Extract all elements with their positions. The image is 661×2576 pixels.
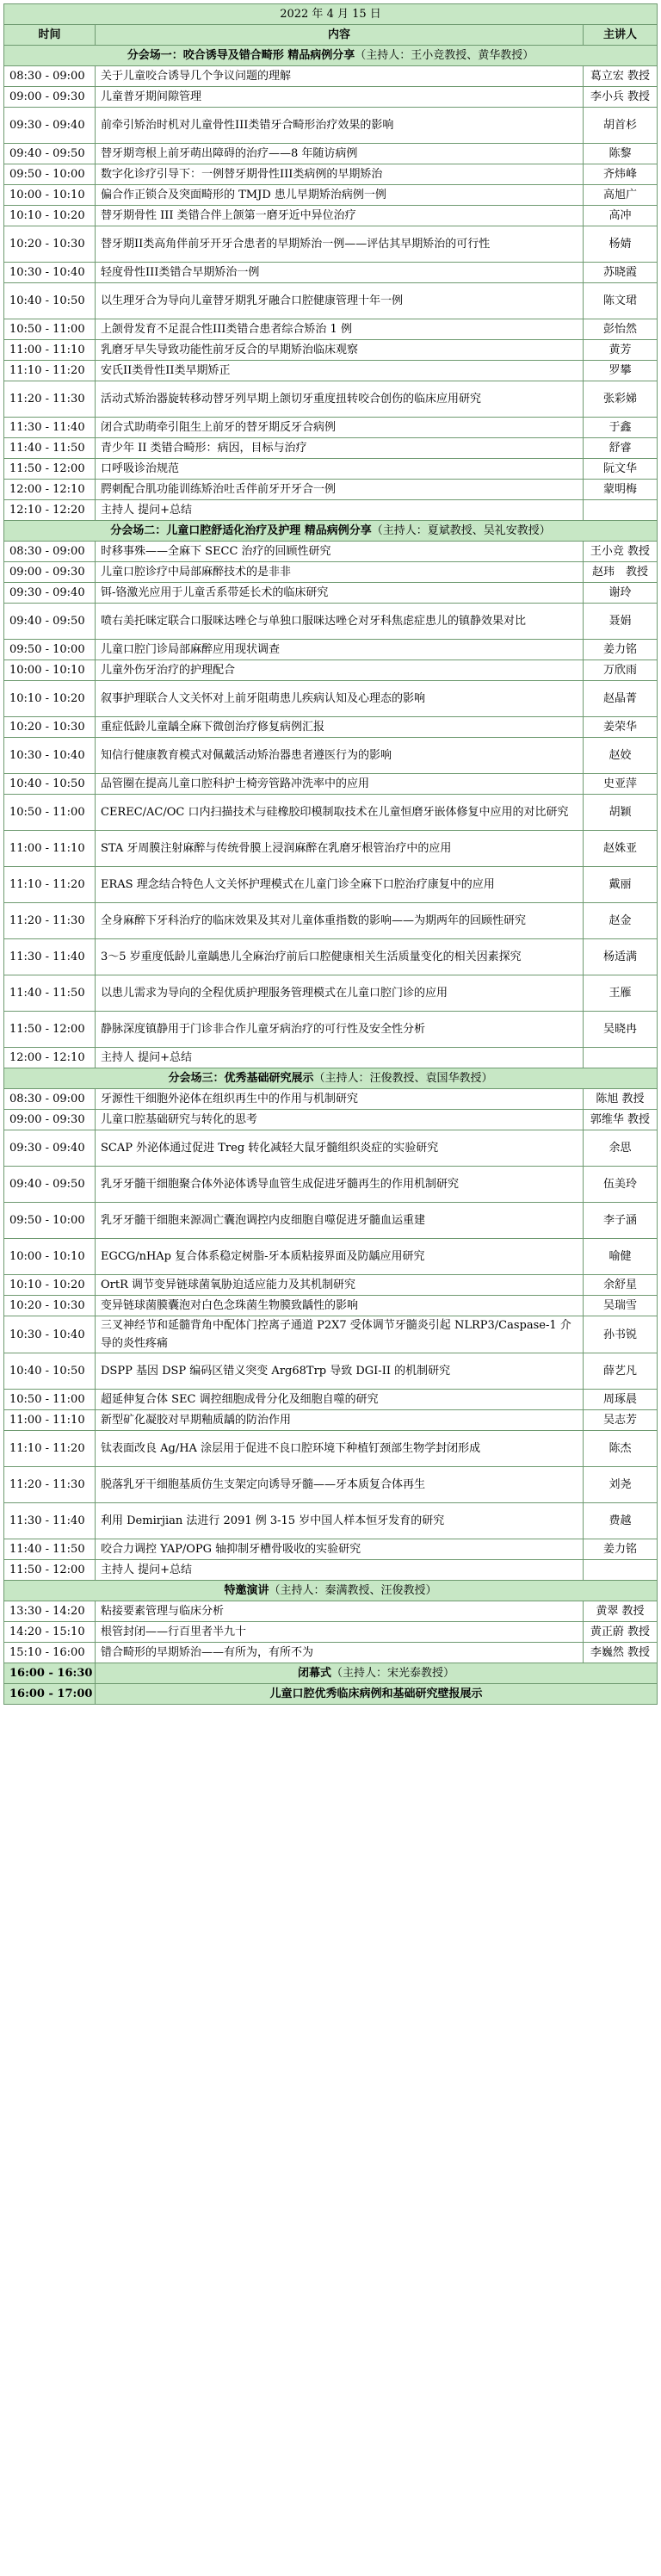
schedule-row [4,381,658,418]
row-speaker: 于鑫 [583,418,657,438]
row-time: 10:00 - 10:10 [4,1239,96,1275]
row-topic: 轻度骨性III类错合早期矫治一例 [96,263,584,283]
row-speaker: 余舒星 [583,1275,657,1296]
row-time: 09:30 - 09:40 [4,1130,96,1167]
row-speaker: 阮文华 [583,459,657,480]
row-topic: SCAP 外泌体通过促进 Treg 转化减轻大鼠牙髓组织炎症的实验研究 [96,1130,584,1167]
row-topic: 喷右美托咪定联合口服咪达唑仑与单独口服咪达唑仑对牙科焦虑症患儿的镇静效果对比 [96,604,584,640]
row-speaker [583,1048,657,1068]
schedule-row [4,583,658,604]
row-speaker: 吴瑞雪 [583,1296,657,1316]
row-topic: 偏合作正锁合及突面畸形的 TMJD 患儿早期矫治病例一例 [96,185,584,206]
row-time: 11:00 - 11:10 [4,340,96,361]
schedule-row [4,1130,658,1167]
session-host: （主持人：王小竞教授、黄华教授） [355,49,534,62]
row-time: 09:40 - 09:50 [4,604,96,640]
row-speaker: 伍美玲 [583,1167,657,1203]
row-speaker: 李巍然 教授 [583,1643,657,1663]
schedule-row [4,87,658,108]
schedule-row [4,1410,658,1431]
poster-time: 16:00 - 17:00 [4,1684,96,1705]
row-time: 11:00 - 11:10 [4,1410,96,1431]
row-speaker: 高旭广 [583,185,657,206]
row-time: 10:20 - 10:30 [4,1296,96,1316]
schedule-row [4,1203,658,1239]
schedule-row [4,144,658,164]
row-speaker: 黄芳 [583,340,657,361]
schedule-row [4,1296,658,1316]
row-time: 10:30 - 10:40 [4,263,96,283]
row-time: 12:10 - 12:20 [4,500,96,521]
row-speaker [583,500,657,521]
row-speaker: 彭怡然 [583,319,657,340]
row-time: 11:30 - 11:40 [4,418,96,438]
schedule-row [4,459,658,480]
row-speaker: 黄正蔚 教授 [583,1622,657,1643]
row-topic: 儿童外伤牙治疗的护理配合 [96,660,584,681]
row-speaker: 孙书锐 [583,1316,657,1353]
schedule-row [4,283,658,319]
row-topic: 儿童普牙期间隙管理 [96,87,584,108]
row-speaker: 李子涵 [583,1203,657,1239]
row-speaker: 刘尧 [583,1467,657,1503]
row-speaker: 张彩娣 [583,381,657,418]
schedule-row [4,361,658,381]
header-row [4,25,658,46]
row-speaker: 聂娟 [583,604,657,640]
row-topic: 超延伸复合体 SEC 调控细胞成骨分化及细胞自噬的研究 [96,1390,584,1410]
row-topic: 前牵引矫治时机对儿童骨性III类错牙合畸形治疗效果的影响 [96,108,584,144]
schedule-row [4,831,658,867]
row-speaker: 陈杰 [583,1431,657,1467]
header-content: 内容 [96,25,584,46]
row-topic: 全身麻醉下牙科治疗的临床效果及其对儿童体重指数的影响——为期两年的回顾性研究 [96,903,584,939]
schedule-table [3,3,658,1705]
schedule-row [4,640,658,660]
row-time: 11:30 - 11:40 [4,939,96,975]
row-time: 10:50 - 11:00 [4,1390,96,1410]
row-time: 11:00 - 11:10 [4,831,96,867]
row-topic: 乳磨牙早失导致功能性前牙反合的早期矫治临床观察 [96,340,584,361]
row-topic: OrtR 调节变异链球菌氧胁迫适应能力及其机制研究 [96,1275,584,1296]
poster-row [4,1684,658,1705]
row-time: 14:20 - 15:10 [4,1622,96,1643]
row-topic: 儿童口腔基础研究与转化的思考 [96,1110,584,1130]
row-topic: 主持人 提问+总结 [96,500,584,521]
schedule-row [4,795,658,831]
row-topic: CEREC/AC/OC 口内扫描技术与硅橡胶印模制取技术在儿童恒磨牙嵌体修复中应用的对比研究 [96,795,584,831]
row-time: 08:30 - 09:00 [4,542,96,562]
row-time: 10:40 - 10:50 [4,283,96,319]
row-topic: 三叉神经节和延髓背角中配体门控离子通道 P2X7 受体调节牙髓炎引起 NLRP3/Caspase-1 介导的炎性疼痛 [96,1316,584,1353]
row-time: 08:30 - 09:00 [4,66,96,87]
schedule-row [4,226,658,263]
row-topic: 铒-铬激光应用于儿童舌系带延长术的临床研究 [96,583,584,604]
row-speaker: 喻健 [583,1239,657,1275]
schedule-row [4,774,658,795]
row-time: 11:50 - 12:00 [4,1560,96,1581]
row-time: 10:50 - 11:00 [4,795,96,831]
row-time: 10:20 - 10:30 [4,717,96,738]
closing-cell [96,1663,658,1684]
row-speaker: 戴丽 [583,867,657,903]
row-speaker: 吴晓冉 [583,1012,657,1048]
schedule-row [4,1012,658,1048]
row-topic: 闭合式助萌牵引阻生上前牙的替牙期反牙合病例 [96,418,584,438]
row-time: 10:00 - 10:10 [4,660,96,681]
row-time: 09:30 - 09:40 [4,583,96,604]
session-title-cell [4,1581,658,1601]
row-speaker: 齐炜峰 [583,164,657,185]
schedule-row [4,1239,658,1275]
row-topic: 错合畸形的早期矫治——有所为，有所不为 [96,1643,584,1663]
row-time: 13:30 - 14:20 [4,1601,96,1622]
row-topic: 儿童口腔门诊局部麻醉应用现状调查 [96,640,584,660]
row-speaker: 薛艺凡 [583,1353,657,1390]
closing-time: 16:00 - 16:30 [4,1663,96,1684]
row-time: 11:40 - 11:50 [4,1539,96,1560]
row-speaker: 史亚萍 [583,774,657,795]
row-topic: DSPP 基因 DSP 编码区错义突变 Arg68Trp 导致 DGI-II 的机制研究 [96,1353,584,1390]
row-topic: ERAS 理念结合特色人文关怀护理模式在儿童门诊全麻下口腔治疗康复中的应用 [96,867,584,903]
session-title-cell [4,46,658,66]
schedule-row [4,1048,658,1068]
row-time: 10:40 - 10:50 [4,1353,96,1390]
row-time: 11:10 - 11:20 [4,361,96,381]
row-topic: 主持人 提问+总结 [96,1048,584,1068]
schedule-row [4,867,658,903]
row-time: 10:40 - 10:50 [4,774,96,795]
row-speaker: 谢玲 [583,583,657,604]
row-topic: 根管封闭——行百里者半九十 [96,1622,584,1643]
schedule-row [4,1431,658,1467]
row-topic: 乳牙牙髓干细胞来源凋亡囊泡调控内皮细胞自噬促进牙髓血运重建 [96,1203,584,1239]
schedule-row [4,418,658,438]
row-topic: 主持人 提问+总结 [96,1560,584,1581]
schedule-row [4,604,658,640]
row-topic: 时移事殊——全麻下 SECC 治疗的回顾性研究 [96,542,584,562]
row-time: 09:30 - 09:40 [4,108,96,144]
schedule-row [4,1110,658,1130]
row-speaker: 郭维华 教授 [583,1110,657,1130]
row-speaker: 赵金 [583,903,657,939]
row-speaker: 周琢晨 [583,1390,657,1410]
closing-row [4,1663,658,1684]
schedule-row [4,1503,658,1539]
row-speaker: 葛立宏 教授 [583,66,657,87]
row-topic: 青少年 II 类错合畸形：病因，目标与治疗 [96,438,584,459]
session-title: 分会场一：咬合诱导及错合畸形 精品病例分享 [127,49,355,62]
schedule-row [4,1539,658,1560]
schedule-row [4,975,658,1012]
schedule-row [4,108,658,144]
row-speaker: 姜力铭 [583,1539,657,1560]
row-speaker: 万欣雨 [583,660,657,681]
row-speaker: 陈黎 [583,144,657,164]
row-time: 11:20 - 11:30 [4,381,96,418]
schedule-row [4,480,658,500]
row-topic: 3～5 岁重度低龄儿童龋患儿全麻治疗前后口腔健康相关生活质量变化的相关因素探究 [96,939,584,975]
row-topic: 脱落乳牙干细胞基质仿生支架定向诱导牙髓——牙本质复合体再生 [96,1467,584,1503]
schedule-body [4,4,658,1705]
row-time: 08:30 - 09:00 [4,1089,96,1110]
schedule-row [4,500,658,521]
date-row [4,4,658,25]
row-time: 11:30 - 11:40 [4,1503,96,1539]
row-speaker: 杨适满 [583,939,657,975]
session-title: 分会场三：优秀基础研究展示 [168,1072,314,1085]
row-speaker: 高冲 [583,206,657,226]
row-topic: EGCG/nHAp 复合体系稳定树脂-牙本质粘接界面及防龋应用研究 [96,1239,584,1275]
row-speaker: 王小竞 教授 [583,542,657,562]
row-time: 10:10 - 10:20 [4,206,96,226]
row-topic: 腭刺配合肌功能训练矫治吐舌伴前牙开牙合一例 [96,480,584,500]
row-topic: 叙事护理联合人文关怀对上前牙阻萌患儿疾病认知及心理态的影响 [96,681,584,717]
schedule-row [4,562,658,583]
row-topic: 以生理牙合为导向儿童替牙期乳牙融合口腔健康管理十年一例 [96,283,584,319]
row-topic: 粘接要素管理与临床分析 [96,1601,584,1622]
row-time: 09:50 - 10:00 [4,640,96,660]
schedule-row [4,319,658,340]
schedule-date: 2022 年 4 月 15 日 [4,4,658,25]
session-host: （主持人：秦满教授、汪俊教授） [269,1584,437,1597]
row-speaker: 罗攀 [583,361,657,381]
row-time: 15:10 - 16:00 [4,1643,96,1663]
row-speaker: 王雁 [583,975,657,1012]
session-host: （主持人：汪俊教授、袁国华教授） [313,1072,493,1085]
row-time: 09:00 - 09:30 [4,1110,96,1130]
session-header [4,46,658,66]
schedule-row [4,939,658,975]
schedule-row [4,164,658,185]
row-topic: 重症低龄儿童龋全麻下微创治疗修复病例汇报 [96,717,584,738]
row-speaker: 苏晓霞 [583,263,657,283]
schedule-row [4,542,658,562]
row-topic: 利用 Demirjian 法进行 2091 例 3-15 岁中国人样本恒牙发育的研究 [96,1503,584,1539]
session-title-cell [4,521,658,542]
row-time: 11:50 - 12:00 [4,459,96,480]
row-time: 12:00 - 12:10 [4,480,96,500]
row-speaker: 陈文珺 [583,283,657,319]
schedule-row [4,1601,658,1622]
row-time: 11:10 - 11:20 [4,1431,96,1467]
session-title-cell [4,1068,658,1089]
row-topic: STA 牙周膜注射麻醉与传统骨膜上浸润麻醉在乳磨牙根管治疗中的应用 [96,831,584,867]
session-header [4,1581,658,1601]
row-speaker [583,1560,657,1581]
schedule-row [4,1167,658,1203]
schedule-row [4,717,658,738]
row-topic: 钛表面改良 Ag/HA 涂层用于促进不良口腔环境下种植钉颈部生物学封闭形成 [96,1431,584,1467]
row-topic: 口呼吸诊治规范 [96,459,584,480]
schedule-row [4,1353,658,1390]
header-speaker: 主讲人 [583,25,657,46]
row-time: 10:30 - 10:40 [4,738,96,774]
schedule-row [4,1316,658,1353]
schedule-row [4,1622,658,1643]
schedule-row [4,438,658,459]
schedule-row [4,660,658,681]
row-topic: 咬合力调控 YAP/OPG 轴抑制牙槽骨吸收的实验研究 [96,1539,584,1560]
row-speaker: 赵晶菁 [583,681,657,717]
schedule-row [4,66,658,87]
row-speaker: 胡首杉 [583,108,657,144]
row-time: 12:00 - 12:10 [4,1048,96,1068]
schedule-row [4,1275,658,1296]
row-time: 09:00 - 09:30 [4,87,96,108]
closing-title: 闭幕式 [297,1667,331,1680]
row-speaker: 赵姣 [583,738,657,774]
poster-title: 儿童口腔优秀临床病例和基础研究壁报展示 [96,1684,658,1705]
schedule-row [4,1560,658,1581]
row-topic: 品管圈在提高儿童口腔科护士椅旁管路冲洗率中的应用 [96,774,584,795]
session-title: 特邀演讲 [224,1584,269,1597]
row-time: 09:40 - 09:50 [4,1167,96,1203]
row-speaker: 姜力铭 [583,640,657,660]
row-topic: 上颌骨发育不足混合性III类错合患者综合矫治 1 例 [96,319,584,340]
schedule-row [4,681,658,717]
row-time: 10:10 - 10:20 [4,1275,96,1296]
row-topic: 乳牙牙髓干细胞聚合体外泌体诱导血管生成促进牙髓再生的作用机制研究 [96,1167,584,1203]
row-time: 09:40 - 09:50 [4,144,96,164]
row-time: 09:50 - 10:00 [4,1203,96,1239]
session-header [4,1068,658,1089]
row-speaker: 蒙明梅 [583,480,657,500]
schedule-row [4,1390,658,1410]
row-topic: 替牙期II类高角伴前牙开牙合患者的早期矫治一例——评估其早期矫治的可行性 [96,226,584,263]
row-topic: 儿童口腔诊疗中局部麻醉技术的是非非 [96,562,584,583]
schedule-row [4,1643,658,1663]
row-time: 09:50 - 10:00 [4,164,96,185]
schedule-row [4,738,658,774]
header-time: 时间 [4,25,96,46]
session-host: （主持人：夏斌教授、吴礼安教授） [371,524,551,537]
row-topic: 替牙期骨性 III 类错合伴上颌第一磨牙近中异位治疗 [96,206,584,226]
row-time: 11:50 - 12:00 [4,1012,96,1048]
row-speaker: 姜荣华 [583,717,657,738]
row-topic: 知信行健康教育模式对佩戴活动矫治器患者遵医行为的影响 [96,738,584,774]
row-time: 10:30 - 10:40 [4,1316,96,1353]
row-speaker: 余思 [583,1130,657,1167]
row-speaker: 李小兵 教授 [583,87,657,108]
row-speaker: 陈旭 教授 [583,1089,657,1110]
row-topic: 牙源性干细胞外泌体在组织再生中的作用与机制研究 [96,1089,584,1110]
row-topic: 安氏II类骨性II类早期矫正 [96,361,584,381]
row-speaker: 杨婧 [583,226,657,263]
schedule-row [4,903,658,939]
row-speaker: 费越 [583,1503,657,1539]
schedule-row [4,1467,658,1503]
row-speaker: 黄翠 教授 [583,1601,657,1622]
schedule-row [4,340,658,361]
row-topic: 变异链球菌膜囊泡对白色念珠菌生物膜致龋性的影响 [96,1296,584,1316]
row-time: 11:20 - 11:30 [4,1467,96,1503]
row-speaker: 胡颖 [583,795,657,831]
row-time: 10:20 - 10:30 [4,226,96,263]
schedule-row [4,1089,658,1110]
row-topic: 关于儿童咬合诱导几个争议问题的理解 [96,66,584,87]
row-topic: 以患儿需求为导向的全程优质护理服务管理模式在儿童口腔门诊的应用 [96,975,584,1012]
row-topic: 替牙期弯根上前牙萌出障碍的治疗——8 年随访病例 [96,144,584,164]
row-topic: 数字化诊疗引导下：一例替牙期骨性III类病例的早期矫治 [96,164,584,185]
session-title: 分会场二：儿童口腔舒适化治疗及护理 精品病例分享 [110,524,372,537]
schedule-row [4,185,658,206]
row-time: 10:10 - 10:20 [4,681,96,717]
closing-host: （主持人：宋光泰教授） [331,1667,455,1680]
row-time: 11:40 - 11:50 [4,438,96,459]
schedule-row [4,263,658,283]
session-header [4,521,658,542]
row-speaker: 赵姝亚 [583,831,657,867]
row-speaker: 吴志芳 [583,1410,657,1431]
row-speaker: 舒睿 [583,438,657,459]
row-speaker: 赵玮 教授 [583,562,657,583]
row-time: 09:00 - 09:30 [4,562,96,583]
row-topic: 静脉深度镇静用于门诊非合作儿童牙病治疗的可行性及安全性分析 [96,1012,584,1048]
schedule-row [4,206,658,226]
row-topic: 活动式矫治器旋转移动替牙列早期上颌切牙重度扭转咬合创伤的临床应用研究 [96,381,584,418]
row-time: 11:20 - 11:30 [4,903,96,939]
row-time: 10:50 - 11:00 [4,319,96,340]
row-time: 11:10 - 11:20 [4,867,96,903]
row-time: 10:00 - 10:10 [4,185,96,206]
row-topic: 新型矿化凝胶对早期釉质龋的防治作用 [96,1410,584,1431]
row-time: 11:40 - 11:50 [4,975,96,1012]
